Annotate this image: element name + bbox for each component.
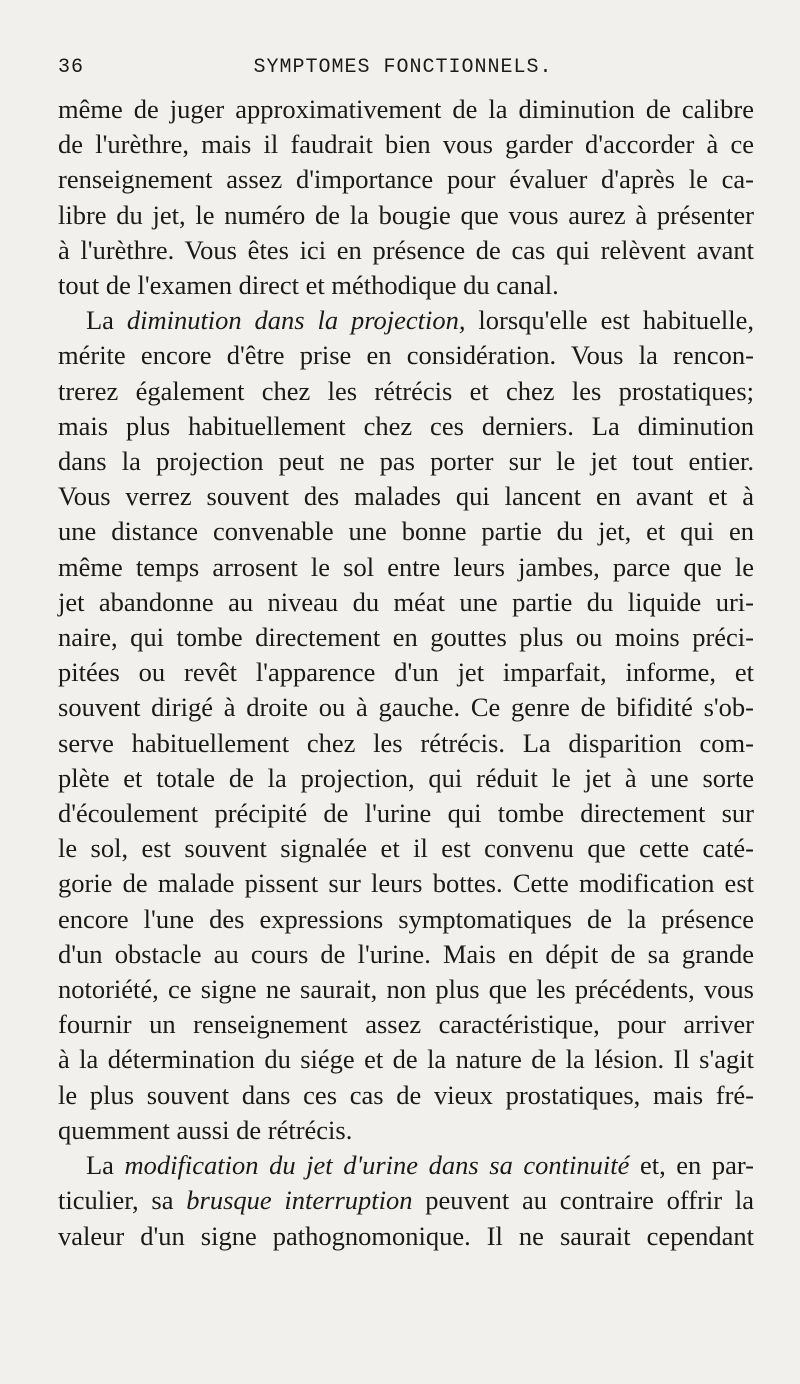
text-line: mérite encore d'être prise en considération. Vous la rencon-	[58, 340, 754, 371]
text-line	[58, 303, 754, 338]
text-line: fournir un renseignement assez caractéristique, pour arriver	[58, 1009, 754, 1040]
text-line: libre du jet, le numéro de la bougie que vous aurez à présenter	[58, 199, 754, 230]
text-run: ticulier, sa	[58, 1185, 187, 1216]
paragraph-3	[58, 1148, 754, 1254]
text-line	[58, 1183, 754, 1218]
paragraph-1	[58, 92, 754, 303]
page-header	[58, 56, 748, 84]
text-line: trerez également chez les rétrécis et chez les prostatiques;	[58, 375, 754, 406]
text-line: renseignement assez d'importance pour évaluer d'après le ca-	[58, 164, 754, 195]
text-line: une distance convenable une bonne partie du jet, et qui en	[58, 516, 754, 547]
text-run: et, en par-	[629, 1150, 755, 1181]
text-line: même temps arrosent le sol entre leurs jambes, parce que le	[58, 551, 754, 582]
text-line: dans la projection peut ne pas porter sur le jet tout entier.	[58, 446, 754, 477]
text-line: encore l'une des expressions symptomatiques de la présence	[58, 903, 754, 934]
text-line: même de juger approximativement de la diminution de calibre	[58, 94, 754, 124]
text-line: quemment aussi de rétrécis.	[58, 1114, 353, 1145]
text-line: à la détermination du siége et de la nature de la lésion. Il s'agit	[58, 1044, 754, 1075]
text-line: naire, qui tombe directement en gouttes plus ou moins préci-	[58, 622, 754, 653]
text-run: La	[86, 1150, 125, 1181]
text-line: mais plus habituellement chez ces derniers. La diminution	[58, 410, 754, 441]
text-line: le plus souvent dans ces cas de vieux prostatiques, mais fré-	[58, 1079, 754, 1110]
body-text	[58, 92, 754, 1254]
emphasis-text: modification du jet d'urine dans sa continuité	[124, 1150, 630, 1181]
text-line: plète et totale de la projection, qui réduit le jet à une sorte	[58, 762, 754, 793]
text-line: notoriété, ce signe ne saurait, non plus que les précédents, vous	[58, 974, 754, 1005]
text-line: d'écoulement précipité de l'urine qui tombe directement sur	[58, 798, 754, 829]
text-line: à l'urèthre. Vous êtes ici en présence de cas qui relèvent avant	[58, 234, 754, 265]
text-line: le sol, est souvent signalée et il est convenu que cette caté-	[58, 833, 754, 864]
text-run: La	[86, 305, 127, 336]
text-line	[58, 1148, 754, 1183]
paragraph-2	[58, 303, 754, 1148]
text-line: d'un obstacle au cours de l'urine. Mais en dépit de sa grande	[58, 938, 754, 969]
text-run: peuvent au contraire offrir la	[412, 1185, 755, 1216]
text-line: pitées ou revêt l'apparence d'un jet imparfait, informe, et	[58, 657, 754, 688]
text-line: souvent dirigé à droite ou à gauche. Ce genre de bifidité s'ob-	[58, 692, 754, 723]
emphasis-text: diminution dans la projection,	[126, 305, 466, 336]
text-line: jet abandonne au niveau du méat une partie du liquide uri-	[58, 586, 754, 617]
emphasis-text: brusque interruption	[186, 1185, 413, 1216]
running-title: SYMPTOMES FONCTIONNELS.	[253, 56, 553, 79]
text-line: Vous verrez souvent des malades qui lancent en avant et à	[58, 481, 754, 512]
text-line: valeur d'un signe pathognomonique. Il ne saurait cependant	[58, 1220, 754, 1251]
text-line: tout de l'examen direct et méthodique du canal.	[58, 270, 559, 301]
text-line: gorie de malade pissent sur leurs bottes. Cette modification est	[58, 868, 754, 899]
text-run: lorsqu'elle est habituelle,	[465, 305, 754, 336]
text-line: serve habituellement chez les rétrécis. La disparition com-	[58, 727, 754, 758]
text-line: de l'urèthre, mais il faudrait bien vous garder d'accorder à ce	[58, 129, 754, 160]
page-number: 36	[58, 56, 85, 79]
